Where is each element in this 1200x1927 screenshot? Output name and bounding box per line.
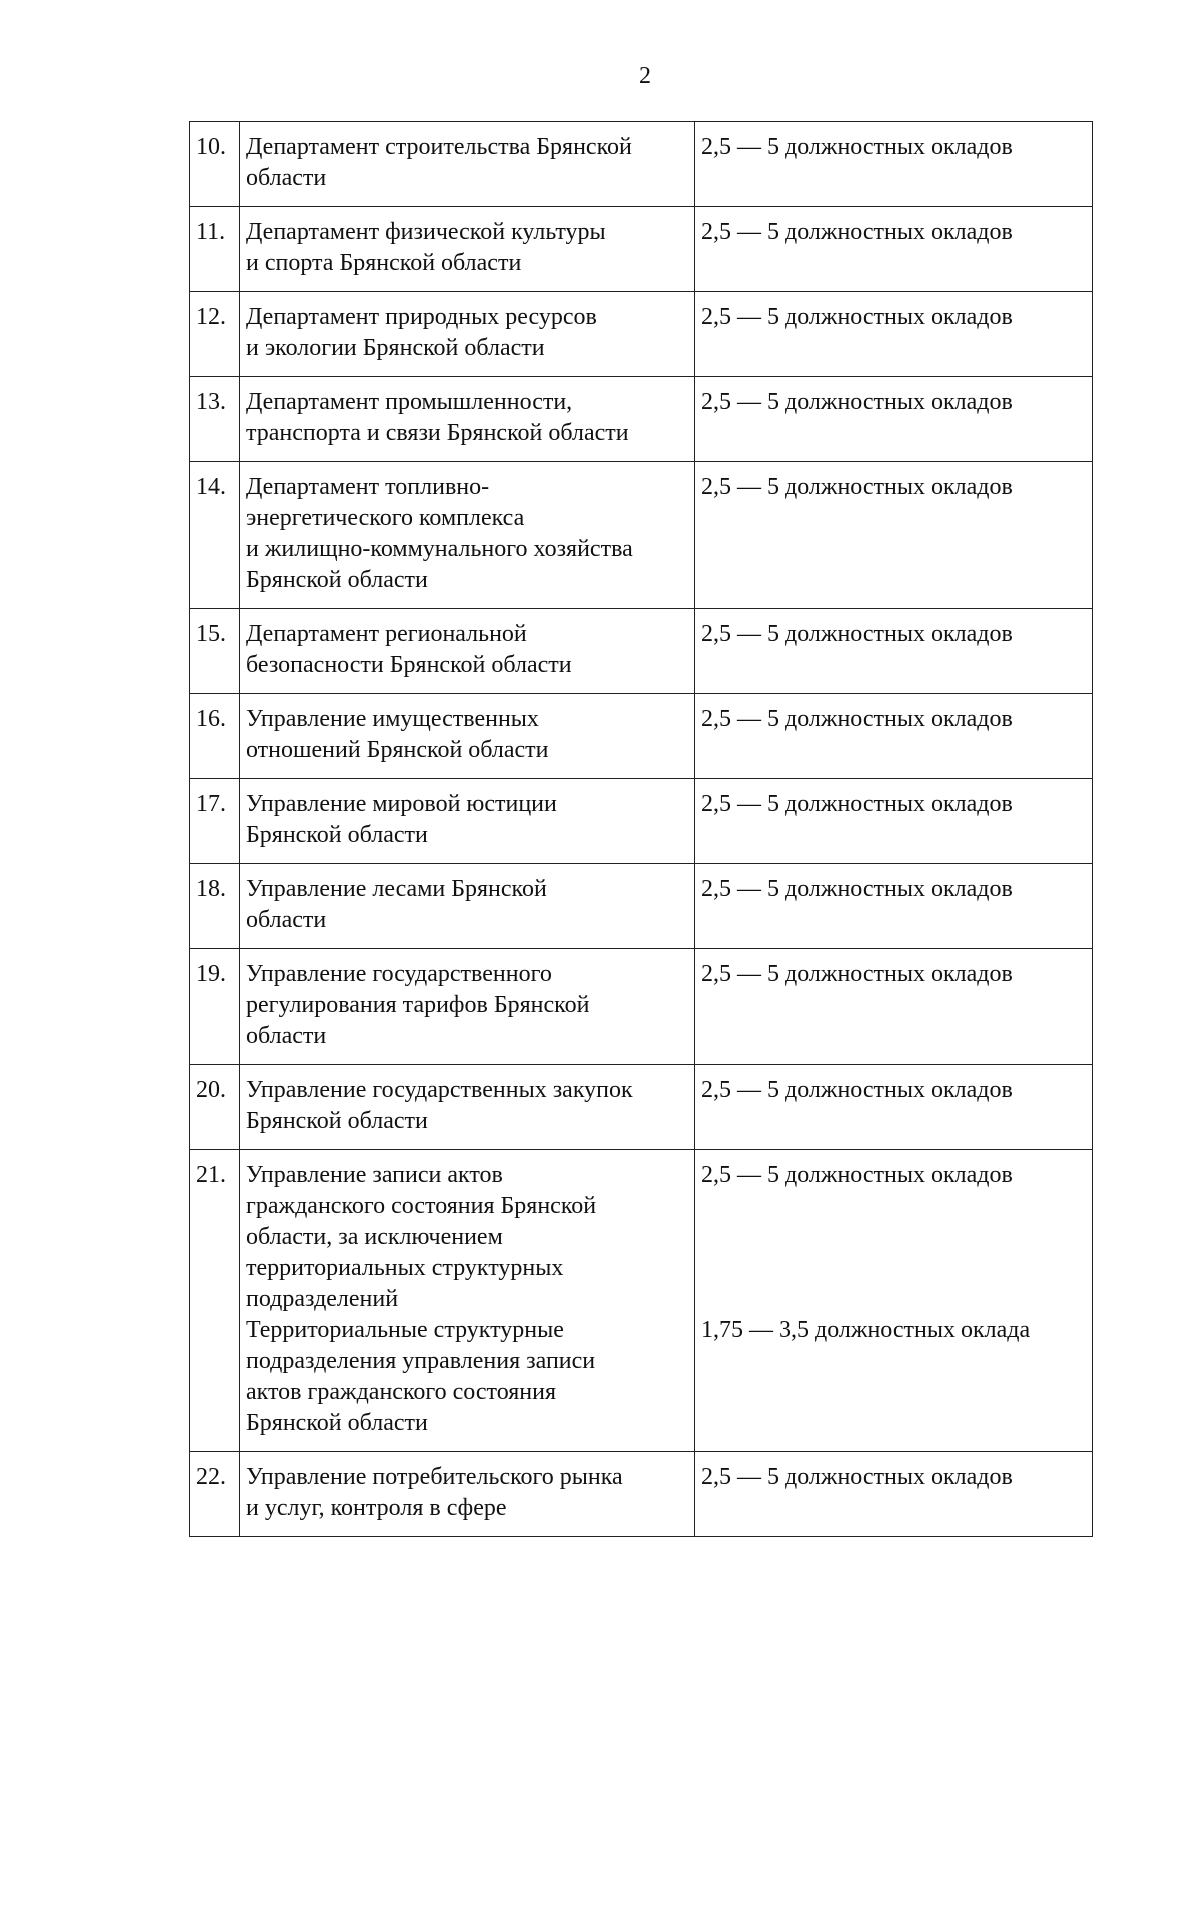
salary-amount: 2,5 — 5 должностных окладов — [695, 779, 1093, 864]
organization-name: Управление лесами Брянской области — [240, 864, 695, 949]
organization-name: Департамент региональной безопасности Брянской области — [240, 609, 695, 694]
salary-amount: 2,5 — 5 должностных окладов — [695, 122, 1093, 207]
row-number: 21. — [190, 1150, 240, 1452]
organization-name: Управление записи актов гражданского состояния Брянской области, за исключением территориальных структурных подразделений Территориальные структурные подразделения управления записи актов гражданского состояния Брянской области — [240, 1150, 695, 1452]
row-number: 15. — [190, 609, 240, 694]
row-number: 14. — [190, 462, 240, 609]
organization-name: Департамент физической культуры и спорта Брянской области — [240, 207, 695, 292]
row-number: 10. — [190, 122, 240, 207]
table-row — [190, 1150, 1093, 1452]
row-number: 13. — [190, 377, 240, 462]
row-number: 16. — [190, 694, 240, 779]
organization-name: Управление государственного регулирования тарифов Брянской области — [240, 949, 695, 1065]
salary-amount: 2,5 — 5 должностных окладов — [695, 694, 1093, 779]
organization-name: Департамент промышленности, транспорта и связи Брянской области — [240, 377, 695, 462]
salary-amount: 2,5 — 5 должностных окладов — [695, 462, 1093, 609]
salary-amount: 2,5 — 5 должностных окладов — [695, 377, 1093, 462]
table-row — [190, 377, 1093, 462]
organization-name: Департамент топливно- энергетического комплекса и жилищно-коммунального хозяйства Брянской области — [240, 462, 695, 609]
organization-name: Департамент природных ресурсов и экологии Брянской области — [240, 292, 695, 377]
organization-name: Управление имущественных отношений Брянской области — [240, 694, 695, 779]
row-number: 11. — [190, 207, 240, 292]
table-row — [190, 462, 1093, 609]
row-number: 18. — [190, 864, 240, 949]
organization-name: Управление мировой юстиции Брянской области — [240, 779, 695, 864]
table-row — [190, 694, 1093, 779]
salary-amount: 2,5 — 5 должностных окладов 1,75 — 3,5 должностных оклада — [695, 1150, 1093, 1452]
salary-amount: 2,5 — 5 должностных окладов — [695, 207, 1093, 292]
table-row — [190, 779, 1093, 864]
row-number: 22. — [190, 1452, 240, 1537]
table-row — [190, 1452, 1093, 1537]
row-number: 12. — [190, 292, 240, 377]
salary-amount-territorial: 1,75 — 3,5 должностных оклада — [701, 1317, 1031, 1343]
organization-name: Управление государственных закупок Брянской области — [240, 1065, 695, 1150]
table-row — [190, 949, 1093, 1065]
table-row — [190, 864, 1093, 949]
table-row — [190, 1065, 1093, 1150]
table-row — [190, 292, 1093, 377]
row-number: 17. — [190, 779, 240, 864]
salary-amount: 2,5 — 5 должностных окладов — [695, 1452, 1093, 1537]
organization-name: Департамент строительства Брянской области — [240, 122, 695, 207]
salary-amount: 2,5 — 5 должностных окладов — [695, 864, 1093, 949]
salary-table — [189, 121, 1093, 1537]
salary-amount: 2,5 — 5 должностных окладов — [695, 1065, 1093, 1150]
organization-name: Управление потребительского рынка и услуг, контроля в сфере — [240, 1452, 695, 1537]
page-number: 2 — [639, 63, 651, 89]
table-row — [190, 609, 1093, 694]
salary-amount: 2,5 — 5 должностных окладов — [695, 949, 1093, 1065]
table-row — [190, 122, 1093, 207]
salary-amount: 2,5 — 5 должностных окладов — [695, 609, 1093, 694]
row-number: 20. — [190, 1065, 240, 1150]
table-row — [190, 207, 1093, 292]
salary-amount: 2,5 — 5 должностных окладов — [695, 292, 1093, 377]
row-number: 19. — [190, 949, 240, 1065]
